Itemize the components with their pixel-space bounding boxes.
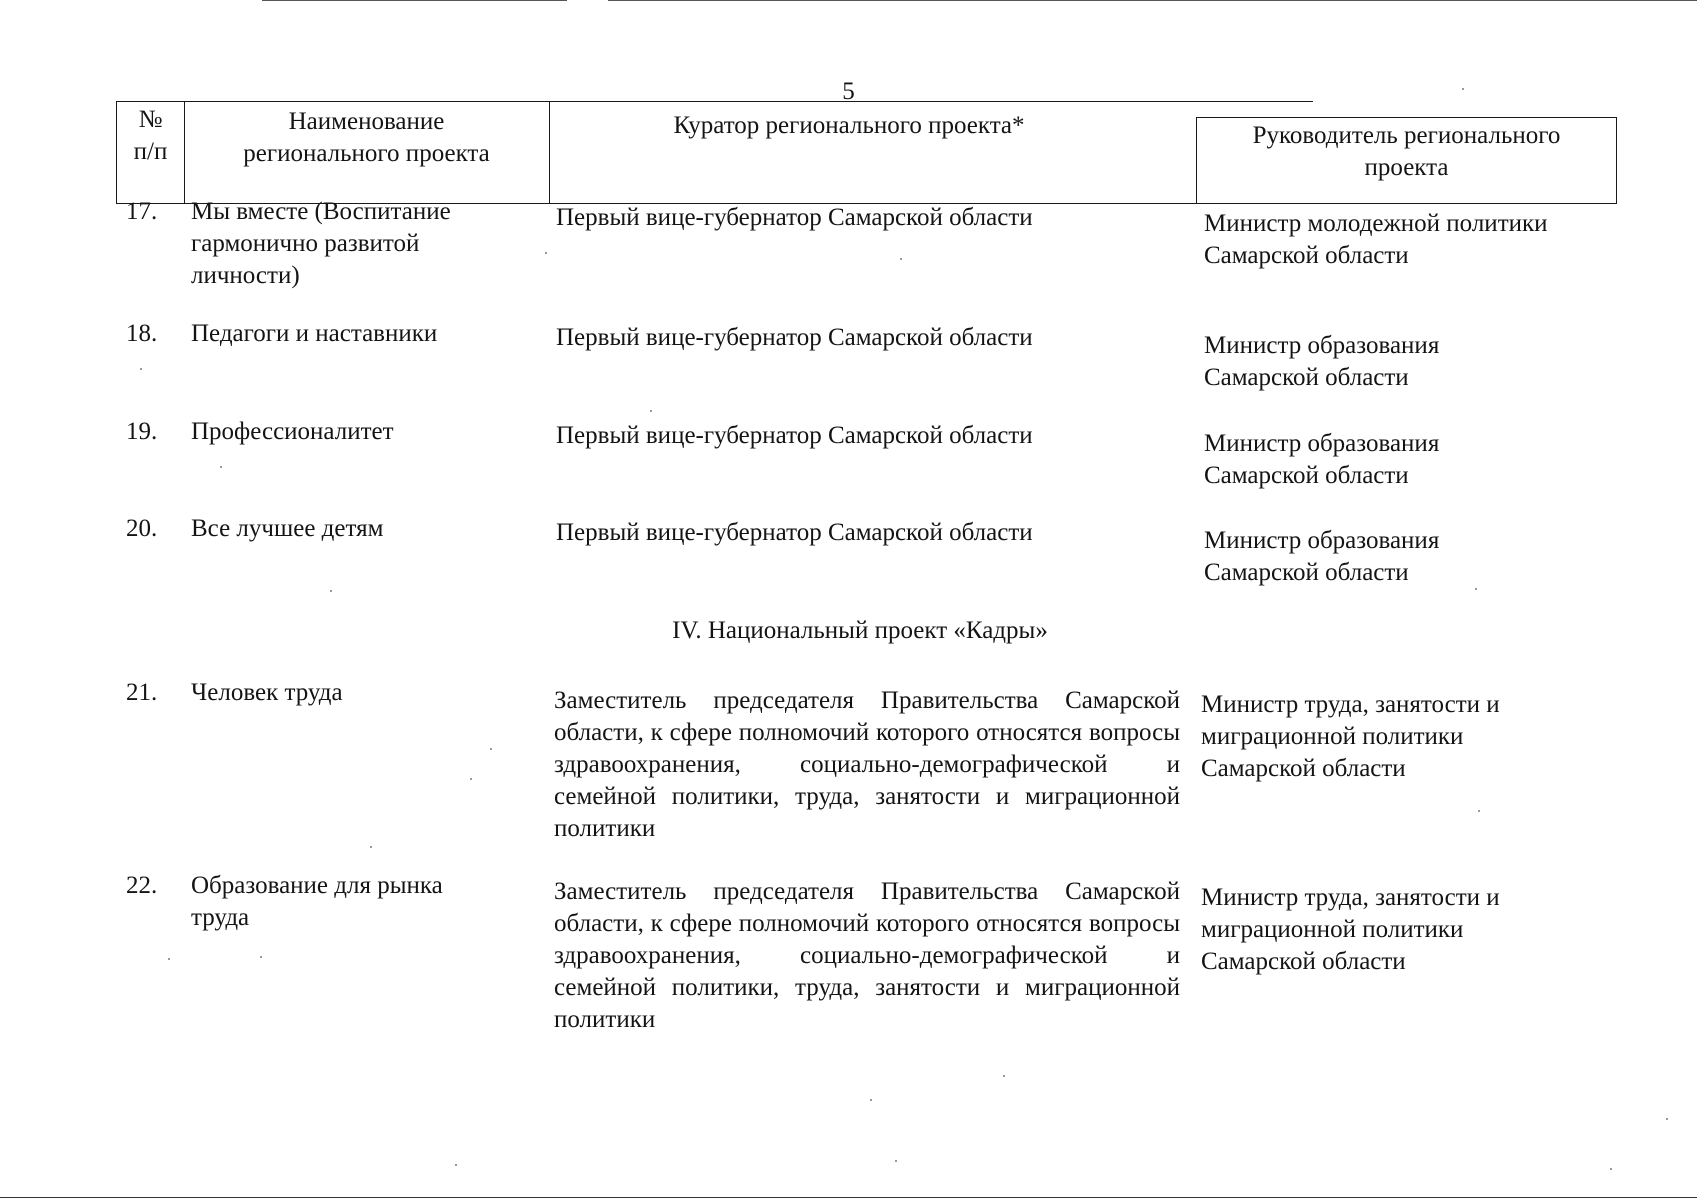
header-num-label: № п/п: [133, 106, 168, 165]
scan-speck: [168, 958, 170, 960]
scan-speck: [1462, 88, 1464, 90]
scan-speck: [470, 778, 472, 780]
project-name: Мы вместе (Воспитание гармонично развитой личности): [191, 198, 451, 289]
scan-speck: [260, 956, 262, 958]
scan-speck: [455, 1164, 457, 1166]
project-head: Министр труда, занятости и миграционной политики Самарской области: [1201, 884, 1500, 975]
scan-speck: [140, 368, 142, 370]
scan-edge-top-left: [262, 0, 567, 1]
project-head: Министр молодежной политики Самарской области: [1204, 210, 1548, 269]
project-name: Все лучшее детям: [191, 515, 384, 542]
header-num: [116, 101, 185, 204]
scan-speck: [330, 590, 332, 592]
header-curator-label: Куратор регионального проекта*: [673, 112, 1025, 139]
scan-speck: [490, 748, 492, 750]
scan-speck: [1666, 1118, 1668, 1120]
row-number: 19.: [126, 418, 158, 445]
project-curator: Первый вице-губернатор Самарской области: [556, 519, 1033, 546]
project-curator: Первый вице-губернатор Самарской области: [556, 422, 1033, 449]
project-name: Профессионалитет: [191, 418, 394, 445]
project-curator: Заместитель председателя Правительства Самарской области, к сфере полномочий которого относятся вопросы здравоохранения, социально-демографической и семейной политики, труда, занятости и миграционной политики: [554, 687, 1180, 842]
project-head: Министр образования Самарской области: [1204, 332, 1440, 391]
scan-speck: [370, 846, 372, 848]
project-head: Министр образования Самарской области: [1204, 430, 1440, 489]
page-number: 5: [842, 78, 855, 105]
scan-speck: [1475, 588, 1477, 590]
scan-speck: [870, 1099, 872, 1101]
row-number: 21.: [126, 679, 158, 706]
project-name: Человек труда: [191, 679, 343, 706]
project-curator: Заместитель председателя Правительства Самарской области, к сфере полномочий которого относятся вопросы здравоохранения, социально-демографической и семейной политики, труда, занятости и миграционной политики: [554, 878, 1180, 1033]
header-head: [1196, 117, 1617, 204]
scan-edge-top-right: [608, 0, 1697, 1]
scan-speck: [1610, 1168, 1612, 1170]
project-name: Образование для рынка труда: [191, 872, 443, 931]
scan-speck: [900, 258, 902, 260]
project-head: Министр труда, занятости и миграционной политики Самарской области: [1201, 691, 1500, 782]
project-curator: Первый вице-губернатор Самарской области: [556, 204, 1033, 231]
row-number: 18.: [126, 320, 158, 347]
scan-edge-bottom: [0, 1197, 1697, 1198]
scan-speck: [650, 410, 652, 412]
scan-speck: [895, 1160, 897, 1162]
row-number: 20.: [126, 515, 158, 542]
section-title: IV. Национальный проект «Кадры»: [672, 617, 1048, 644]
header-name-label: Наименование регионального проекта: [243, 108, 490, 167]
header-name: [184, 101, 550, 204]
scan-speck: [220, 466, 222, 468]
row-number: 17.: [126, 198, 158, 225]
project-name: Педагоги и наставники: [191, 320, 438, 347]
project-head: Министр образования Самарской области: [1204, 527, 1440, 586]
scan-speck: [1003, 1075, 1005, 1077]
scan-speck: [1478, 810, 1480, 812]
table-header: [116, 101, 1617, 204]
header-head-label: Руководитель регионального проекта: [1252, 122, 1561, 181]
scan-speck: [545, 252, 547, 254]
row-number: 22.: [126, 872, 158, 899]
project-curator: Первый вице-губернатор Самарской области: [556, 324, 1033, 351]
